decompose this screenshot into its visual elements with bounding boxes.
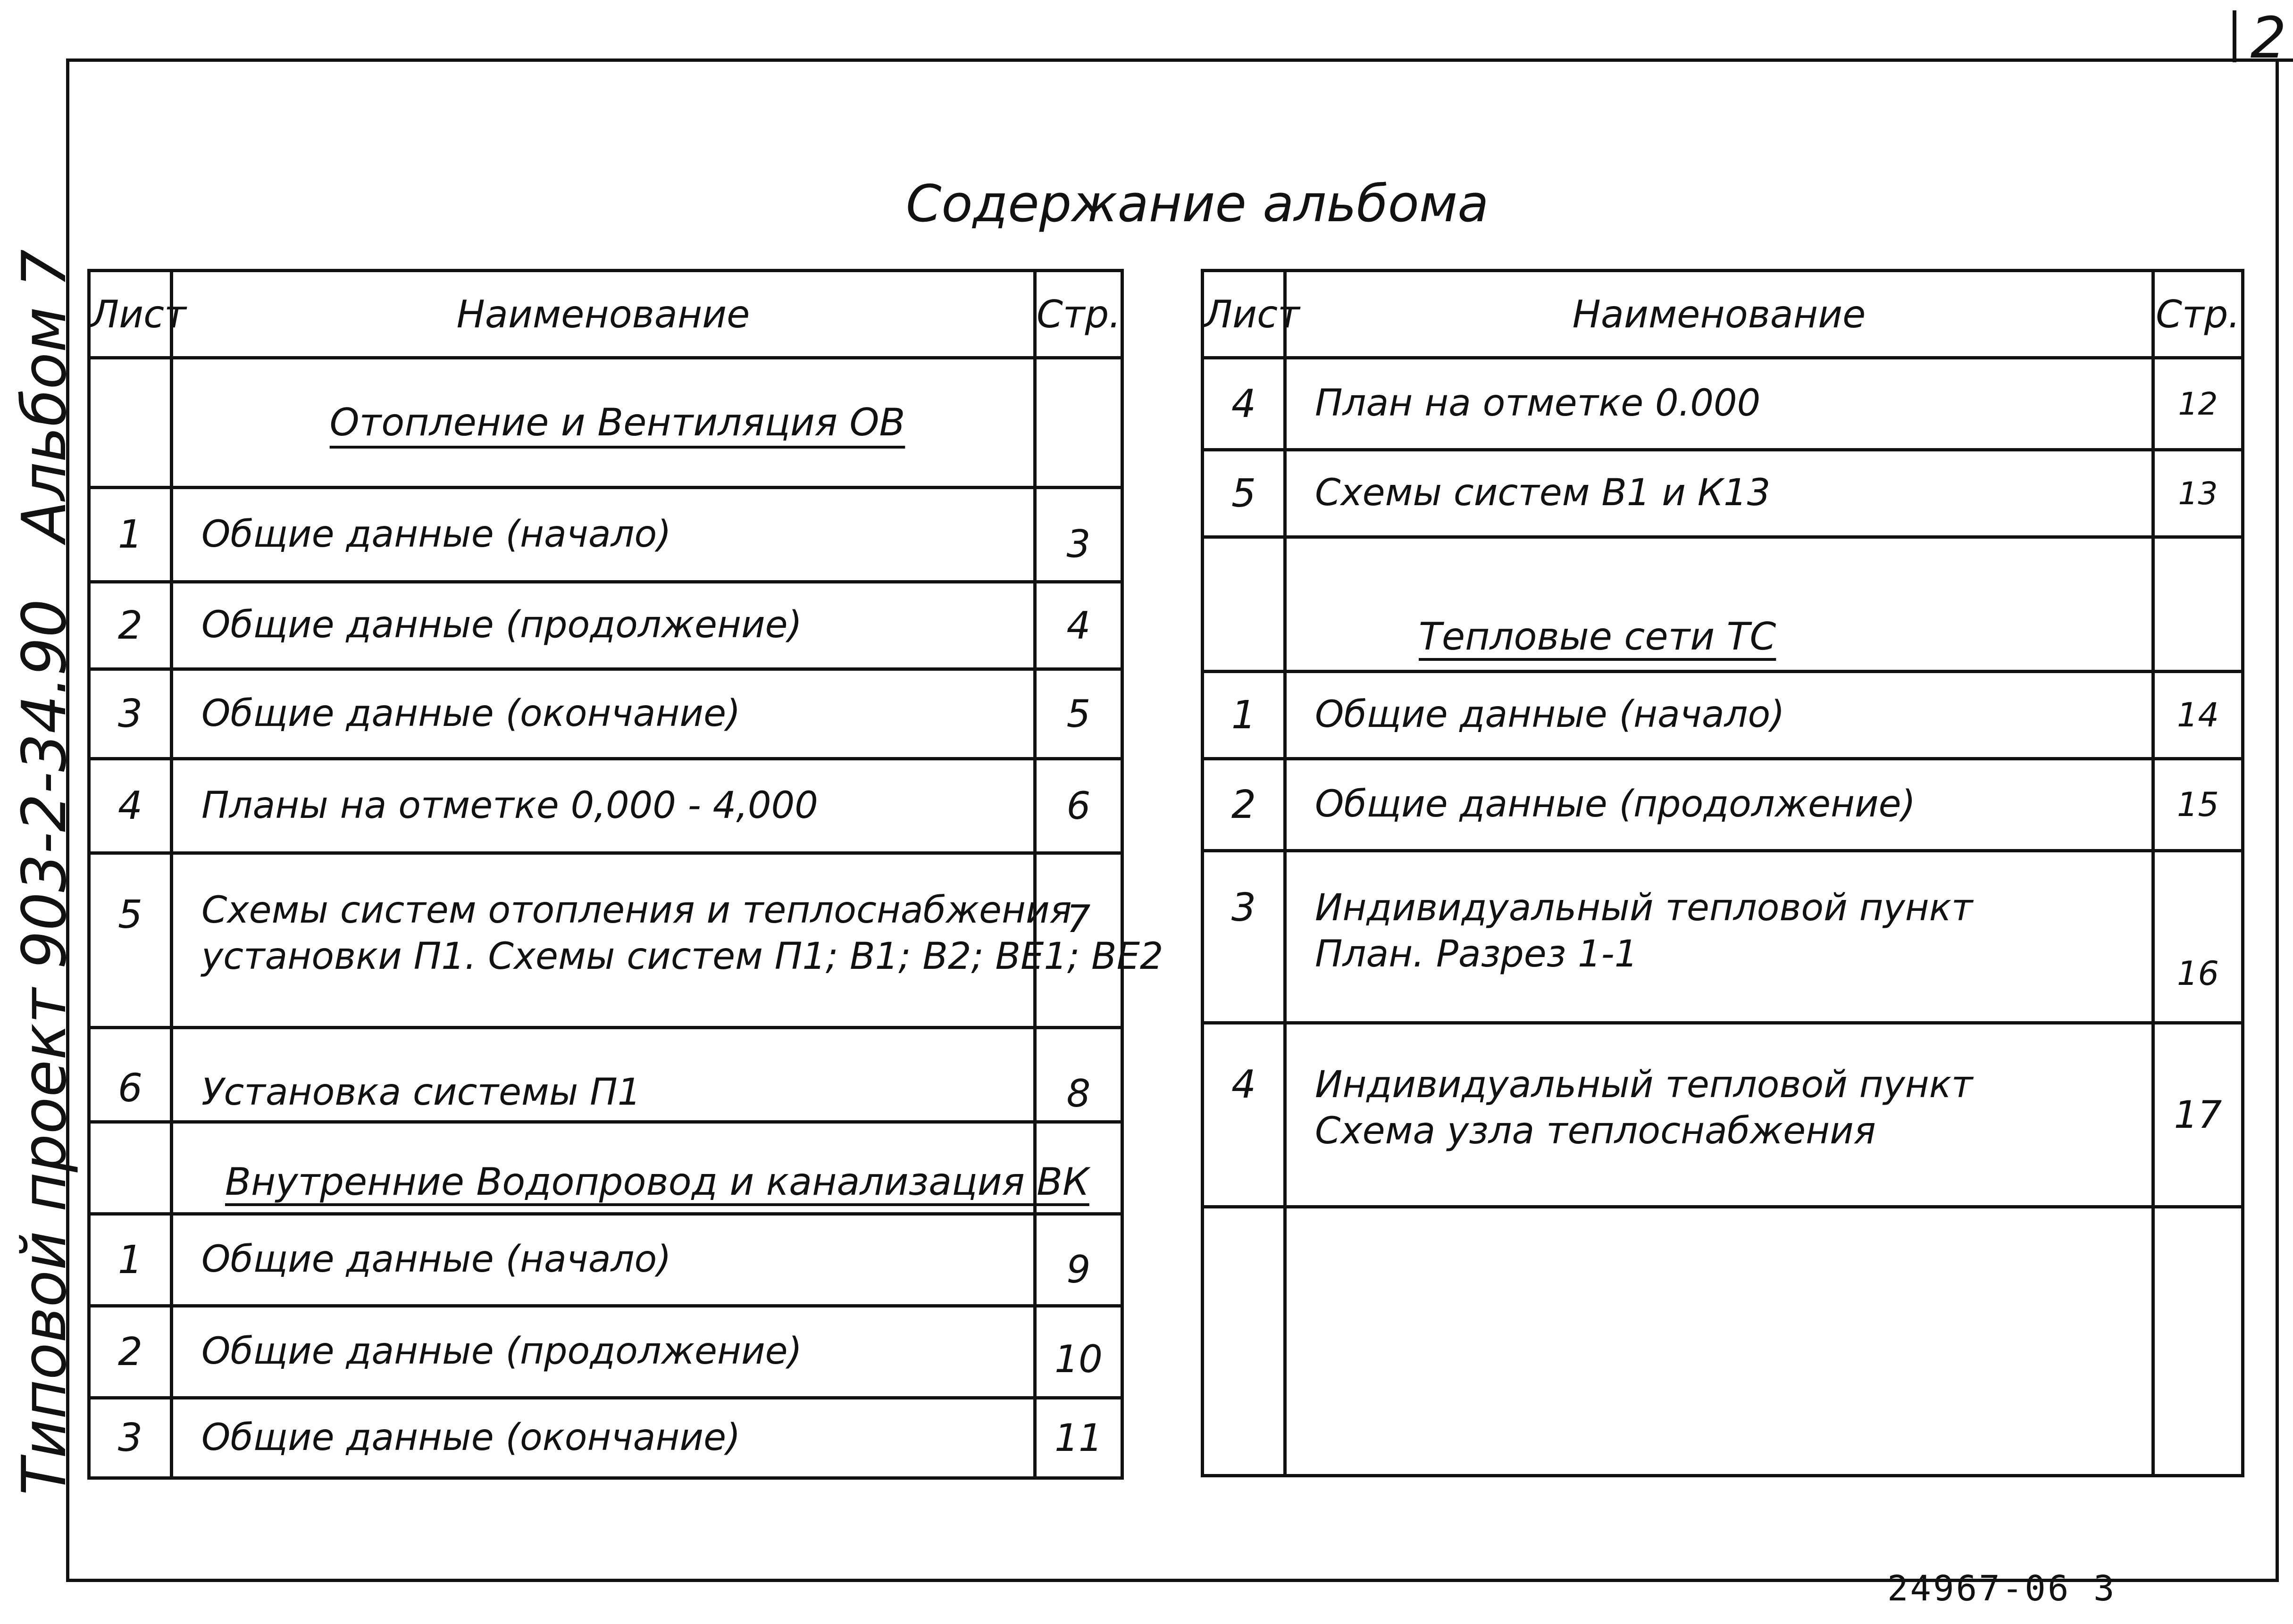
row-page: 6 <box>1035 759 1122 853</box>
table-row <box>1203 1023 2243 1207</box>
row-name: Общие данные (окончание) <box>172 1398 1035 1478</box>
row-page <box>2153 537 2243 672</box>
row-page <box>2153 1207 2243 1476</box>
row-page: 13 <box>2153 450 2243 537</box>
row-num: 5 <box>1203 450 1285 537</box>
table-row <box>89 1214 1122 1306</box>
row-page: 16 <box>2153 851 2243 1023</box>
row-num <box>1203 1207 1285 1476</box>
row-num: 2 <box>1203 759 1285 851</box>
row-name-line1: Схемы систем отопления и теплоснабжения <box>201 889 1072 932</box>
side-title-project: Типовой проект 903-2-34.90 <box>9 599 80 1495</box>
table-row <box>89 358 1122 488</box>
header-page: Стр. <box>2153 271 2243 358</box>
table-row <box>89 853 1122 1028</box>
row-page <box>1035 358 1122 488</box>
row-name: Общие данные (продолжение) <box>172 582 1035 669</box>
row-name-line2: Схема узла теплоснабжения <box>1315 1109 1876 1152</box>
section-title <box>172 358 1035 488</box>
row-name-line2: План. Разрез 1-1 <box>1315 933 1638 975</box>
table-row <box>89 1398 1122 1478</box>
row-page: 11 <box>1035 1398 1122 1478</box>
left-contents-table <box>87 269 1163 1480</box>
table-row <box>1203 759 2243 851</box>
corner-sheet-number <box>2233 6 2286 71</box>
row-name <box>172 853 1163 1028</box>
row-page: 10 <box>1035 1306 1122 1398</box>
table-row <box>89 1306 1122 1398</box>
left-table-header <box>89 271 1122 358</box>
row-page: 4 <box>1035 582 1122 669</box>
row-name: Установка системы П1 <box>172 1028 1035 1122</box>
row-page: 7 <box>1035 853 1122 1028</box>
corner-divider <box>2233 10 2236 62</box>
row-num: 3 <box>89 1398 172 1478</box>
section-title <box>172 1122 1089 1214</box>
row-name: Общие данные (начало) <box>1285 672 2153 759</box>
row-name <box>1285 1023 2153 1207</box>
row-num: 3 <box>1203 851 1285 1023</box>
header-name: Наименование <box>1285 271 2153 358</box>
corner-sheet-number-text: 2 <box>2250 6 2286 71</box>
row-num <box>89 358 172 488</box>
header-sheet: Лист <box>1203 271 1285 358</box>
table-row <box>1203 450 2243 537</box>
row-name: Общие данные (окончание) <box>172 669 1035 759</box>
section-title <box>1285 537 2153 672</box>
row-num: 1 <box>1203 672 1285 759</box>
row-num: 1 <box>89 1214 172 1306</box>
row-name-line1: Индивидуальный тепловой пункт <box>1315 1064 1973 1106</box>
row-name: Схемы систем В1 и К13 <box>1285 450 2153 537</box>
table-row <box>1203 537 2243 672</box>
row-page: 3 <box>1035 488 1122 582</box>
row-name <box>1285 851 2153 1023</box>
row-num: 5 <box>89 853 172 1028</box>
row-name: Общие данные (продолжение) <box>1285 759 2153 851</box>
header-name: Наименование <box>172 271 1035 358</box>
header-page: Стр. <box>1035 271 1122 358</box>
document-number: 24967-06 3 <box>1887 1568 2117 1609</box>
row-num <box>1203 537 1285 672</box>
side-title <box>9 80 80 1495</box>
row-page <box>1035 1122 1122 1214</box>
table-row <box>1203 672 2243 759</box>
row-num: 6 <box>89 1028 172 1122</box>
row-num: 4 <box>89 759 172 853</box>
row-name-line2: установки П1. Схемы систем П1; В1; В2; ВЕ1; ВЕ2 <box>201 935 1163 978</box>
table-row <box>89 488 1122 582</box>
row-name: План на отметке 0.000 <box>1285 358 2153 450</box>
row-name: Общие данные (начало) <box>172 1214 1035 1306</box>
row-num: 4 <box>1203 358 1285 450</box>
table-row <box>89 669 1122 759</box>
row-num: 4 <box>1203 1023 1285 1207</box>
row-page: 9 <box>1035 1214 1122 1306</box>
section-title-text: Внутренние Водопровод и канализация ВК <box>225 1160 1089 1204</box>
row-name: Планы на отметке 0,000 - 4,000 <box>172 759 1035 853</box>
row-name: Общие данные (начало) <box>172 488 1035 582</box>
header-sheet: Лист <box>89 271 172 358</box>
table-row <box>89 1122 1122 1214</box>
row-page: 15 <box>2153 759 2243 851</box>
right-table-header <box>1203 271 2243 358</box>
row-page: 12 <box>2153 358 2243 450</box>
table-row <box>1203 851 2243 1023</box>
row-page: 17 <box>2153 1023 2243 1207</box>
table-row-empty <box>1203 1207 2243 1476</box>
row-name <box>1285 1207 2153 1476</box>
table-row <box>89 582 1122 669</box>
section-title-text: Тепловые сети ТС <box>1419 615 1776 658</box>
row-name: Общие данные (продолжение) <box>172 1306 1035 1398</box>
right-contents-table <box>1201 269 2244 1477</box>
row-num: 3 <box>89 669 172 759</box>
row-num <box>89 1122 172 1214</box>
table-row <box>89 1028 1122 1122</box>
row-page: 5 <box>1035 669 1122 759</box>
side-title-album: Альбом 7 <box>9 249 80 542</box>
row-num: 2 <box>89 582 172 669</box>
row-page: 8 <box>1035 1028 1122 1122</box>
row-num: 2 <box>89 1306 172 1398</box>
table-row <box>1203 358 2243 450</box>
row-name-line1: Индивидуальный тепловой пункт <box>1315 887 1973 929</box>
table-row <box>89 759 1122 853</box>
page-title: Содержание альбома <box>906 175 1489 233</box>
row-page: 14 <box>2153 672 2243 759</box>
row-num: 1 <box>89 488 172 582</box>
section-title-text: Отопление и Вентиляция ОВ <box>329 400 905 444</box>
